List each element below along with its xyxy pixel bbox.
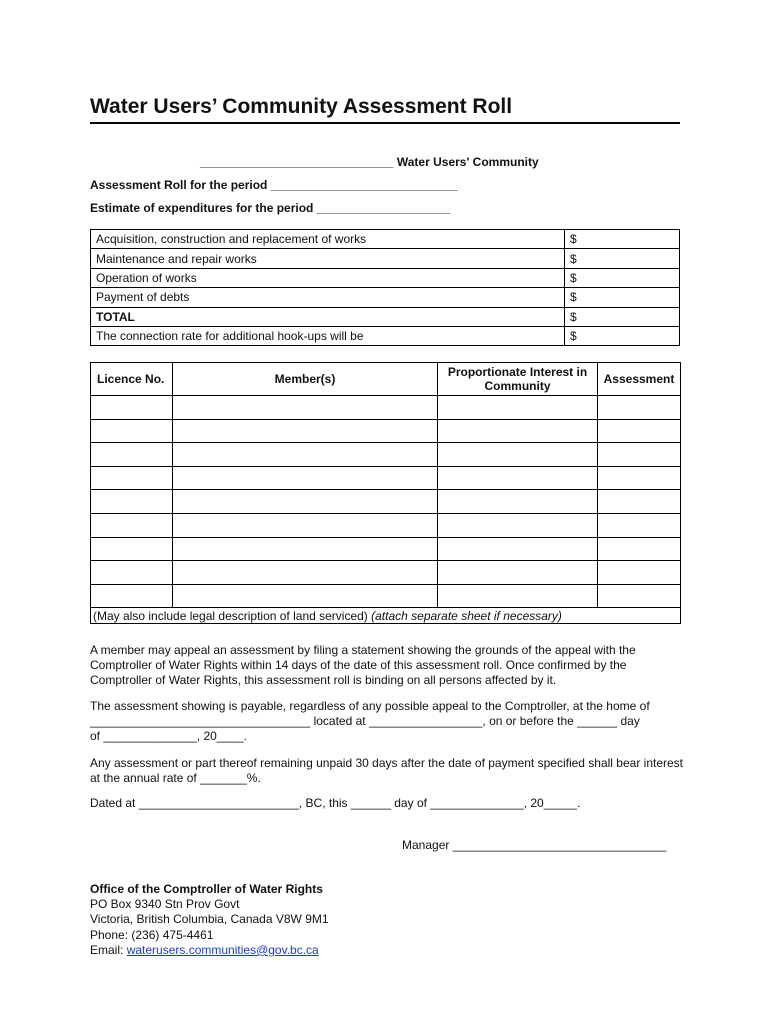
member-cell[interactable] xyxy=(173,419,438,443)
table-row xyxy=(91,561,681,585)
expenditure-row xyxy=(91,326,680,345)
member-cell[interactable] xyxy=(173,396,438,420)
table-row xyxy=(91,490,681,514)
expenditures-table xyxy=(90,229,680,346)
payable-line-3: of ______________, 20____. xyxy=(90,729,247,743)
expenditure-label: TOTAL xyxy=(91,307,565,326)
interest-cell[interactable] xyxy=(438,396,598,420)
table-row xyxy=(91,513,681,537)
office-address-block xyxy=(90,882,329,958)
office-email-row xyxy=(90,943,329,958)
member-cell[interactable] xyxy=(173,537,438,561)
header-assessment: Assessment xyxy=(598,363,681,396)
licence-cell[interactable] xyxy=(91,466,173,490)
assessment-cell[interactable] xyxy=(598,584,681,608)
licence-cell[interactable] xyxy=(91,561,173,585)
header-licence-no: Licence No. xyxy=(91,363,173,396)
interest-cell[interactable] xyxy=(438,513,598,537)
licence-cell[interactable] xyxy=(91,396,173,420)
assessment-cell[interactable] xyxy=(598,513,681,537)
expenditure-label: The connection rate for additional hook-ups will be xyxy=(91,326,565,345)
expenditure-total-row xyxy=(91,307,680,326)
office-address-line-2: Victoria, British Columbia, Canada V8W 9M1 xyxy=(90,912,329,927)
member-cell[interactable] xyxy=(173,490,438,514)
office-email-link[interactable]: waterusers.communities@gov.bc.ca xyxy=(126,942,319,957)
header-proportionate-interest: Proportionate Interest in Community xyxy=(438,363,598,396)
dated-line: Dated at ________________________, BC, this ______ day of ______________, 20_____. xyxy=(90,796,581,810)
interest-cell[interactable] xyxy=(438,561,598,585)
expenditure-row xyxy=(91,249,680,268)
expenditure-amount: $ xyxy=(565,326,680,345)
licence-cell[interactable] xyxy=(91,537,173,561)
licence-cell[interactable] xyxy=(91,419,173,443)
expenditure-amount: $ xyxy=(565,249,680,268)
interest-cell[interactable] xyxy=(438,419,598,443)
interest-cell[interactable] xyxy=(438,443,598,467)
office-email-label: Email: xyxy=(90,942,127,957)
payable-line-2: _________________________________ located at _________________, on or before the ______ day xyxy=(90,714,640,728)
assessment-cell[interactable] xyxy=(598,443,681,467)
table-row xyxy=(91,396,681,420)
office-phone: Phone: (236) 475-4461 xyxy=(90,927,214,942)
expenditure-amount: $ xyxy=(565,288,680,307)
interest-paragraph: Any assessment or part thereof remaining unpaid 30 days after the date of payment specified shall bear interest at the annual rate of _______%. xyxy=(90,756,684,785)
table-row xyxy=(91,466,681,490)
licence-cell[interactable] xyxy=(91,443,173,467)
office-address-line-1: PO Box 9340 Stn Prov Govt xyxy=(90,897,240,912)
table-row xyxy=(91,584,681,608)
interest-cell[interactable] xyxy=(438,466,598,490)
members-header-row xyxy=(91,363,681,396)
table-note-italic: (attach separate sheet if necessary) xyxy=(371,608,562,623)
member-cell[interactable] xyxy=(173,513,438,537)
member-cell[interactable] xyxy=(173,584,438,608)
members-table xyxy=(90,362,681,624)
office-name: Office of the Comptroller of Water Rights xyxy=(90,882,323,896)
expenditure-amount: $ xyxy=(565,268,680,287)
table-note-text: (May also include legal description of land serviced) xyxy=(93,608,372,623)
payable-line-1: The assessment showing is payable, regardless of any possible appeal to the Comptroller, at the home of xyxy=(90,699,650,713)
expenditure-row xyxy=(91,230,680,249)
payable-paragraph xyxy=(90,699,690,744)
page-title: Water Users’ Community Assessment Roll xyxy=(90,94,680,124)
assessment-cell[interactable] xyxy=(598,537,681,561)
licence-cell[interactable] xyxy=(91,490,173,514)
expenditure-label: Acquisition, construction and replacement of works xyxy=(91,230,565,249)
expenditure-row xyxy=(91,268,680,287)
table-note-row xyxy=(91,608,681,624)
community-name-line: _____________________________ Water Users' Community xyxy=(200,155,539,169)
member-cell[interactable] xyxy=(173,561,438,585)
expenditure-label: Operation of works xyxy=(91,268,565,287)
expenditure-row xyxy=(91,288,680,307)
appeal-paragraph: A member may appeal an assessment by filing a statement showing the grounds of the appeal with the Comptroller of Water Rights within 14 days of the date of this assessment roll. Once confirmed by the Comptroller of Water Rights, this assessment roll is binding on all persons affected by it. xyxy=(90,643,636,687)
expenditure-amount: $ xyxy=(565,307,680,326)
assessment-cell[interactable] xyxy=(598,490,681,514)
expenditure-amount: $ xyxy=(565,230,680,249)
estimate-period-line: Estimate of expenditures for the period ____________________ xyxy=(90,201,451,215)
assessment-period-line: Assessment Roll for the period ____________________________ xyxy=(90,178,458,192)
manager-signature-line: Manager ________________________________ xyxy=(402,838,667,852)
member-cell[interactable] xyxy=(173,443,438,467)
table-row xyxy=(91,537,681,561)
interest-cell[interactable] xyxy=(438,584,598,608)
table-note xyxy=(91,608,681,624)
table-row xyxy=(91,419,681,443)
header-members: Member(s) xyxy=(173,363,438,396)
expenditure-label: Payment of debts xyxy=(91,288,565,307)
interest-cell[interactable] xyxy=(438,490,598,514)
assessment-cell[interactable] xyxy=(598,396,681,420)
expenditure-label: Maintenance and repair works xyxy=(91,249,565,268)
licence-cell[interactable] xyxy=(91,513,173,537)
assessment-cell[interactable] xyxy=(598,466,681,490)
table-row xyxy=(91,443,681,467)
interest-cell[interactable] xyxy=(438,537,598,561)
member-cell[interactable] xyxy=(173,466,438,490)
assessment-cell[interactable] xyxy=(598,561,681,585)
licence-cell[interactable] xyxy=(91,584,173,608)
assessment-cell[interactable] xyxy=(598,419,681,443)
